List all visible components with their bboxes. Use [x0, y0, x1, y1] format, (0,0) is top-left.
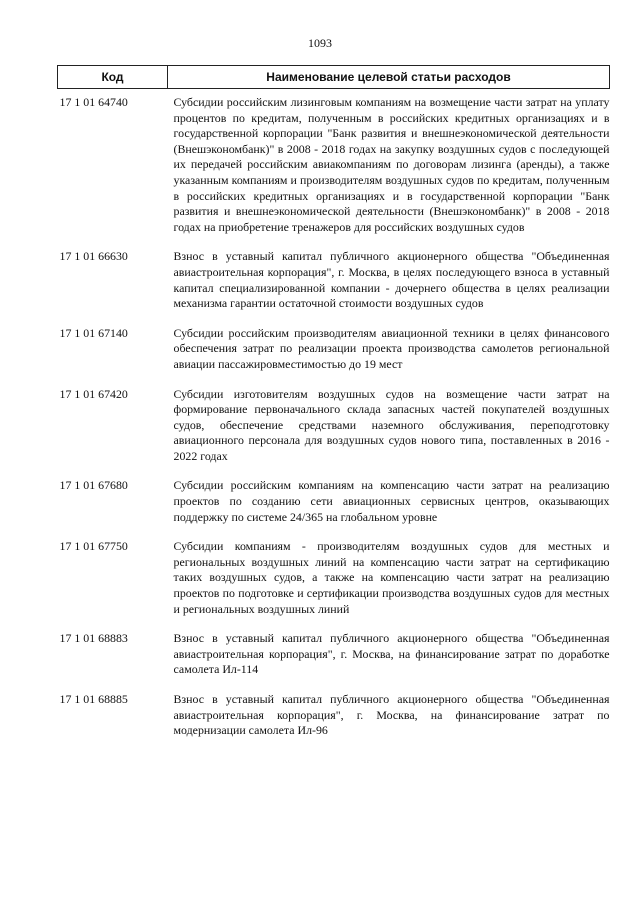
row-name: Взнос в уставный капитал публичного акционерного общества "Объединенная авиастроительная корпорация", г. Москва, на финансирование затрат по модернизации самолета Ил-96	[173, 692, 610, 738]
row-name: Субсидии российским компаниям на компенсацию части затрат на реализацию проектов по созданию сети авиационных сервисных центров, оказывающих поддержку по системе 24/365 на глобальном уровне	[173, 478, 610, 524]
row-code: 17 1 01 67680	[59, 478, 128, 493]
table-row	[58, 474, 610, 535]
row-code: 17 1 01 67750	[59, 539, 128, 554]
header-code: Код	[58, 66, 168, 89]
budget-table	[57, 65, 610, 749]
row-name: Взнос в уставный капитал публичного акционерного общества "Объединенная авиастроительная корпорация", г. Москва, на финансирование затрат по доработке самолета Ил-114	[173, 631, 610, 677]
table-row	[58, 627, 610, 688]
table-row	[58, 322, 610, 383]
row-name: Субсидии российским производителям авиационной техники в целях финансового обеспечения затрат по реализации проекта производства самолетов региональной авиации пассажировместимостью до 19 мест	[173, 325, 610, 371]
table-row	[58, 383, 610, 475]
table-row	[58, 245, 610, 321]
page-number: 1093	[308, 36, 332, 50]
row-code: 17 1 01 68885	[59, 692, 128, 706]
row-name: Субсидии российским лизинговым компаниям на возмещение части затрат на уплату процентов по кредитам, полученным в российских кредитных организациях и в государственной корпорации "Банк развития и внешнеэкономической деятельности (Внешэкономбанк)" в 2008 - 2018 годах на закупку воздушных судов с последующей их передачей российским авиакомпаниям по договорам лизинга (аренды), а также указанным компаниям и производителям воздушных судов по кредитам, полученным в российских кредитных организациях и в государственной корпорации "Банк развития и внешнеэкономической деятельности (Внешэкономбанк)" в 2008 - 2018 годах на приобретение тренажеров для российских воздушных судов	[173, 95, 610, 234]
table-row	[58, 688, 610, 749]
header-name: Наименование целевой статьи расходов	[168, 66, 610, 89]
row-name: Субсидии компаниям - производителям воздушных судов для местных и региональных воздушных линий на компенсацию части затрат на сертификацию таких воздушных судов, а также на компенсацию части затрат на реализацию проектов по подготовке и сертификации производства воздушных судов для местных и региональных воздушных линий	[173, 539, 610, 616]
table-header-row	[58, 66, 610, 89]
row-name: Субсидии изготовителям воздушных судов на возмещение части затрат на формирование первоначального склада запасных частей покупателей воздушных судов, обеспечение средствами наземного обслуживания, переподготовку авиационного персонала для воздушных судов нового типа, поставленных в 2016 - 2022 годах	[173, 386, 610, 463]
table-row	[58, 535, 610, 627]
row-code: 17 1 01 68883	[59, 631, 128, 646]
row-name: Взнос в уставный капитал публичного акционерного общества "Объединенная авиастроительная корпорация", г. Москва, в целях последующего взноса в уставный капитал специализированной компании - дочернего общества в целях реализации механизма гарантии остаточной стоимости воздушных судов	[173, 249, 610, 311]
row-code: 17 1 01 64740	[59, 95, 128, 109]
row-code: 17 1 01 67140	[59, 325, 128, 340]
row-code: 17 1 01 66630	[59, 249, 128, 264]
row-code: 17 1 01 67420	[59, 386, 128, 401]
table-row	[58, 89, 610, 246]
